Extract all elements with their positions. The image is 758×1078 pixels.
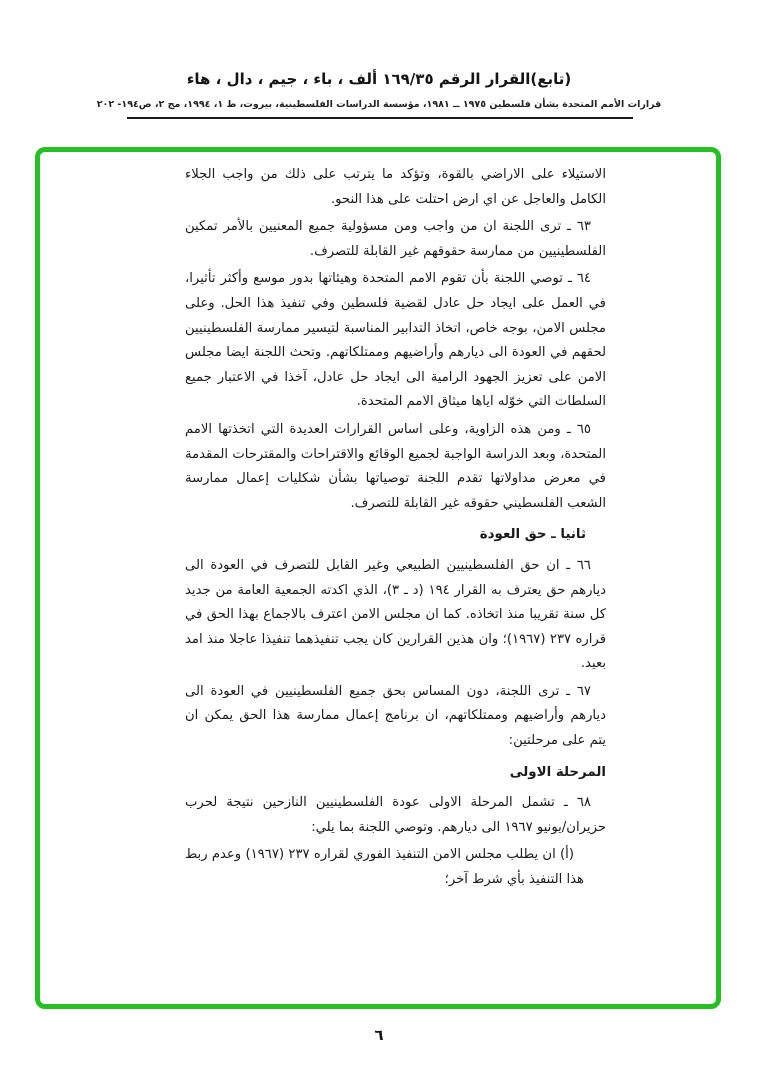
section-heading-right-of-return: ثانيا ـ حق العودة (479, 527, 586, 543)
phase-heading-first-phase: المرحلة الاولى (509, 764, 606, 780)
document-body (185, 163, 606, 896)
list-item-a: (أ) ان يطلب مجلس الامن التنفيذ الفوري لقراره ٢٣٧ (١٩٦٧) وعدم ربط هذا التنفيذ بأي شرط آخر؛ (185, 847, 584, 888)
paragraph-continuation: الاستيلاء على الاراضي بالقوة، وتؤكد ما يترتب على ذلك من واجب الجلاء الكامل والعاجل عن اي ارض احتلت على هذا النحو. (185, 167, 606, 207)
page-number: ٦ (374, 1026, 384, 1044)
document-title: (تابع)القرار الرقم ١٦٩/٣٥ ألف ، باء ، جيم ، دال ، هاء (186, 70, 572, 88)
paragraph-65: ٦٥ ـ ومن هذه الزاوية، وعلى اساس القرارات العديدة التي اتخذتها الامم المتحدة، وبعد الدراسة الواجبة لجميع الوقائع والاقتراحات والمقترحات المقدمة في معرض مداولاتها تقدم اللجنة توصياتها بشأن شكليات إعمال ممارسة الشعب الفلسطيني حقوقه غير القابلة للتصرف. (185, 421, 606, 511)
paragraph-66: ٦٦ ـ ان حق الفلسطينيين الطبيعي وغير القابل للتصرف في العودة الى ديارهم حق يعترف به القرار ١٩٤ (د ـ ٣)، الذي اكدته الجمعية العامة من جديد كل سنة تقريبا منذ اتخاذه. كما ان مجلس الامن اعترف بالاجماع بهذا الحق في قراره ٢٣٧ (١٩٦٧)؛ وان هذين القرارين كان يجب تنفيذهما تنفيذا عاجلا منذ امد بعيد. (185, 557, 606, 672)
paragraph-64: ٦٤ ـ توصي اللجنة بأن تقوم الامم المتحدة وهيئاتها بدور موسع وأكثر تأثيرا، في العمل على ايجاد حل عادل لقضية فلسطين وفي تنفيذ هذا الحل. وعلى مجلس الامن، بوجه خاص، اتخاذ التدابير المناسبة لتيسير ممارسة الفلسطينيين لحقهم في العودة الى ديارهم وأراضيهم وممتلكاتهم. وتحث اللجنة ايضا مجلس الامن على تعزيز الجهود الرامية الى ايجاد حل عادل، آخذا في الاعتبار جميع السلطات التي خوّله اياها ميثاق الامم المتحدة. (185, 271, 606, 410)
paragraph-67: ٦٧ ـ ترى اللجنة، دون المساس بحق جميع الفلسطينيين في العودة الى ديارهم وأراضيهم وممتلكاتهم، ان برنامج إعمال ممارسة هذا الحق يمكن ان يتم على مرحلتين: (185, 683, 606, 749)
source-citation: قرارات الأمم المتحدة بشأن فلسطين ١٩٧٥ ــ ١٩٨١، مؤسسة الدراسات الفلسطينية، بيروت، ط ١، ١٩٩٤، مج ٢، ص١٩٤- ٢٠٢ (96, 99, 662, 110)
paragraph-63: ٦٣ ـ ترى اللجنة ان من واجب ومن مسؤولية جميع المعنيين بالأمر تمكين الفلسطينيين من ممارسة حقوقهم غير القابلة للتصرف. (185, 219, 606, 259)
paragraph-68: ٦٨ ـ تشمل المرحلة الاولى عودة الفلسطينيين النازحين نتيجة لحرب حزيران/يونيو ١٩٦٧ الى ديارهم. وتوصي اللجنة بما يلي: (185, 795, 606, 835)
header-divider (127, 117, 633, 119)
